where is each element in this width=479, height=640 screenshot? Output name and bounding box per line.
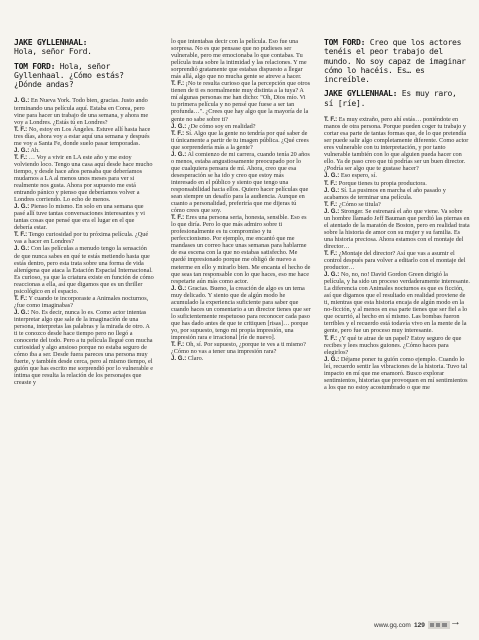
interview-paragraph	[14, 309, 154, 387]
interview-paragraph	[171, 214, 311, 284]
paragraph-text: lo que intentabas decir con la película. Eso fue una sorpresa. No es que pensase que no pudieses ser vulnerable, pero me emocionaba lo que contabas. Tu película trata sobre la intimidad y las relaciones. Y me sorprendió gratamente que estabas dispuesto a llegar más allá, algo que no mucha gente se atreve a hacer.	[171, 38, 307, 81]
speaker-initials: J. G.:	[324, 172, 340, 180]
interview-paragraph	[171, 130, 311, 151]
speaker-initials: T. F.:	[324, 249, 338, 257]
speaker-initials: J. G.:	[171, 284, 187, 292]
article-page	[14, 38, 472, 624]
next-page-arrow-icon: →	[450, 616, 461, 628]
footer-url: www.gq.com	[374, 622, 411, 629]
speaker-initials: T. F.:	[171, 214, 185, 222]
paragraph-text: ¿Y qué te atrae de un papel? Estoy seguro de que recibes y lees muchos guiones. ¿Cómo haces para elegirlos?	[324, 334, 462, 356]
interview-paragraph	[171, 151, 311, 214]
article-column-3	[324, 38, 470, 391]
speaker-line: Creo que los actores tenéis el peor trabajo del mundo. No soy capaz de imaginar cómo lo hacéis. Es… es increíble.	[324, 37, 466, 85]
speaker-initials: J. G.:	[171, 355, 187, 363]
speaker-initials: J. G.:	[324, 207, 340, 215]
interview-heading	[324, 38, 470, 84]
speaker-initials: T. F.:	[171, 129, 185, 137]
paragraph-text: Eres una persona seria, honesta, sensible. Eso es lo que diría. Pero lo que más admiro sobre ti profesionalmente es tu compromiso y tu perfeccionismo. Por ejemplo, me encantó que me mandases un correo hace unas semanas para hablarme de esa escena con la que no estabas satisfecho. Me quedé impresionado porque me obligó de nuevo a meterme en ello y mirarlo bien. Me encanta el hecho de que seas tan responsable con lo que haces, eso me hace respetarte aún más como actor.	[171, 214, 311, 285]
speaker-initials: T. F.:	[324, 334, 338, 342]
speaker-initials: T. F.:	[14, 231, 28, 239]
interview-paragraph	[324, 271, 470, 334]
paragraph-text: ¡No te resulta curioso que la percepción que otros tienen de ti es normalmente muy distinta a la tuya? A mí algunas personas me han dicho: "Oh, Dios mío. Vi tu primera película y no pensé que fuese a ser tan profunda…". ¿Crees que hay algo que la mayoría de la gente no sabe sobre ti?	[171, 80, 311, 123]
interview-paragraph	[171, 123, 311, 130]
speaker-line: Es muy raro, sí [ríe].	[324, 88, 457, 108]
interview-paragraph	[324, 356, 470, 391]
interview-heading	[14, 62, 154, 90]
speaker-initials: J. G.:	[14, 245, 30, 253]
paragraph-text: Tengo curiosidad por tu próxima película. ¿Qué vas a hacer en Londres?	[14, 231, 149, 246]
article-column-1	[14, 38, 154, 386]
interview-heading	[14, 38, 154, 57]
interview-heading	[324, 89, 470, 108]
interview-paragraph	[324, 250, 470, 271]
speaker-initials: J. G.:	[14, 146, 30, 154]
paragraph-text: Gracias. Bueno, la creación de algo es un tema muy delicado. Y siento que de algún modo he acumulado la experiencia suficiente para saber que cuando haces un comentario a un director tienes que ser lo suficientemente respetuoso para reconocer cada paso que has dado antes de que te critiquen [risas]… porque yo, por supuesto, tengo mi propia impresión, una impresión rara e irracional [ríe de nuevo].	[171, 284, 311, 341]
interview-paragraph	[171, 285, 311, 341]
article-column-2	[171, 38, 311, 362]
speaker-initials: J. G.:	[171, 150, 187, 158]
paragraph-text: Y cuando te incorporaste a Animales nocturnos, ¿fue como imaginabas?	[14, 294, 149, 309]
speaker-initials: T. F.:	[324, 200, 338, 208]
speaker-initials: J. G.:	[171, 122, 187, 130]
paragraph-text: Stronger. Se estrenará el año que viene. Va sobre un hombre llamado Jeff Bauman que perdió las piernas en el atentado de la maratón de Boston, pero en realidad trata sobre la historia de amor con su mujer y su familia. Es una historia preciosa. Ahora estamos con el montaje del director…	[324, 207, 470, 250]
speaker-initials: J. G.:	[324, 355, 340, 363]
paragraph-text: Con las películas a menudo tengo la sensación de que nunca sabes en qué te estás metiendo hasta que estás dentro, pero esta trata sobre una forma de vida alienígena que ataca la Estación Espacial Internacional. Es curioso, ya que la criatura existe en función de cómo reaccionas a ella, así que digamos que es un thriller psicológico en el espacio.	[14, 245, 154, 295]
paragraph-text: En Nueva York. Todo bien, gracias. Justo ando terminando una película aquí. Estaba en Corea, pero vine para hacer un trabajo de una semana, y ahora me voy a Londres. ¿Estás tú en Londres?	[14, 97, 149, 126]
paragraph-text: Eso espero, sí.	[339, 172, 377, 180]
paragraph-text: ¿Cómo se titula?	[337, 200, 381, 208]
interview-paragraph	[14, 154, 154, 203]
paragraph-text: Es muy extraño, pero ahí estás… poniéndote en manos de otra persona. Porque pueden coger tu trabajo y cortar esa parte de tantas formas que, de lo que pretendía ser puede salir algo completamente diferente. Como actor eres vulnerable con tu interpretación, y por tanto vulnerable también con lo que alguien pueda hacer con ello. Ya de paso creo que tú podrías ser un buen director. ¿Podría ser algo que te gustase hacer?	[324, 116, 469, 173]
paragraph-text: Sí. La pusimos en marcha el año pasado y acabamos de terminar una película.	[324, 186, 446, 201]
speaker-line: Hola, señor Ford.	[14, 46, 92, 57]
interview-paragraph	[171, 80, 311, 122]
paragraph-text: No. Es decir, nunca lo es. Como actor intentas interpretar algo que sale de la imaginación de una persona, interpretas las palabras y la mirada de otro. A ti te conozco desde hace tiempo pero no llegó a conocerte del todo. Pero a tu película llegué con mucha curiosidad y algo ansioso porque no estaba seguro de cómo iba a ser. Desde fuera pareces una persona muy fuerte, y también desde cerca, pero al mismo tiempo, el guión que has escrito me sorprendió por lo vulnerable e íntima que resulta la relación de los personajes que creaste y	[14, 308, 154, 387]
paragraph-text: No, estoy en Los Ángeles. Estuve allí hasta hace tres días, ahora voy a estar aquí una semana y después me voy a Santa Fe, donde suelo pasar temporadas.	[14, 125, 151, 147]
paragraph-text: Ah.	[29, 146, 40, 154]
interview-paragraph	[14, 97, 154, 125]
paragraph-text: Déjame poner tu guión como ejemplo. Cuando lo leí, recuerdo sentir las vibraciones de la historia. Tuvo tal impacto en mí que me enamoró. Busco explorar sentimientos, historias que provoquen en mí sentimientos a los que no estoy acostumbrado o que me	[324, 355, 468, 391]
speaker-line: Hola, señor Gyllenhaal. ¿Cómo estás? ¿Dónde andas?	[14, 60, 124, 90]
paragraph-text: Oh, sí. Por supuesto, ¿porque te ves a ti mismo? ¿Cómo no vas a tener una impresión rara?	[171, 341, 306, 356]
interview-paragraph	[324, 172, 470, 179]
paragraph-text: Al comienzo de mi carrera, cuando tenía 20 años o menos, estaba angustiosamente preocupado por lo que cualquiera pensara de mí. Ahora, creo que esa desesperación se ha ido y creo que estoy más interesado en el público y siento que tengo una responsabilidad hacia ellos. Quiero hacer películas que sean siempre un desafío para la audiencia. Aunque en cuanto a personalidad, preferiría que me dijeras tú cómo crees que soy.	[171, 150, 310, 215]
interview-paragraph	[14, 295, 154, 309]
interview-paragraph	[14, 231, 154, 245]
speaker-initials: T. F.:	[14, 294, 28, 302]
paragraph-text: Porque tienes tu propia productora.	[337, 179, 427, 187]
speaker-name: JAKE GYLLENHAAL:	[14, 37, 88, 47]
interview-paragraph	[324, 335, 470, 356]
speaker-initials: T. F.:	[14, 153, 28, 161]
interview-paragraph	[14, 126, 154, 147]
interview-paragraph	[171, 38, 311, 80]
paragraph-text: Sí. Algo que la gente no tendría por qué saber de ti únicamente a partir de tu imagen pública. ¿Qué crees que sorprendería más a la gente?	[171, 129, 309, 151]
interview-paragraph	[171, 341, 311, 355]
interview-paragraph	[14, 245, 154, 294]
paragraph-text: No, no, no! David Gordon Green dirigió la película, y ha sido un proceso verdaderamente interesante. La diferencia con Animales nocturnos es que es ficción, así que digamos que el resultado en realidad proviene de ti, mientras que esta historia encaja de algún modo en la no-ficción, y al menos en esa parte tienes que ser fiel a lo que ocurrió, al hecho en sí mismo. Las bombas fueron terribles y el recuerdo está todavía vivo en la mente de la gente, pero fue un proceso muy interesante.	[324, 271, 470, 335]
interview-paragraph	[14, 203, 154, 231]
paragraph-text: … Voy a vivir en LA este año y me estoy volviendo loco. Tengo una casa aquí desde hace mucho tiempo, y desde hace años pensaba que deberíamos mudarnos a LA al menos unos meses para ver si realmente nos gusta. Ahora por supuesto me está entrando pánico y pienso que deberíamos volver a Londres corriendo. Lo echo de menos.	[14, 153, 153, 204]
speaker-initials: J. G.:	[324, 271, 340, 279]
paragraph-text: Claro.	[186, 355, 204, 363]
speaker-name: JAKE GYLLENHAAL:	[324, 88, 398, 99]
speaker-initials: J. G.:	[14, 308, 30, 316]
speaker-initials: J. G.:	[324, 186, 340, 194]
paragraph-text: ¿De cómo soy en realidad?	[186, 122, 256, 130]
speaker-initials: T. F.:	[14, 125, 28, 133]
interview-paragraph	[324, 116, 470, 172]
interview-paragraph	[14, 147, 154, 154]
interview-paragraph	[324, 208, 470, 250]
interview-paragraph	[171, 355, 311, 362]
paragraph-text: Pienso lo mismo. En solo en una semana que pasé allí tuve tantas conversaciones interesantes y vi tantas cosas que pensé que era el lugar en el que debería estar.	[14, 203, 146, 232]
speaker-initials: J. G.:	[14, 203, 30, 211]
interview-paragraph	[324, 180, 470, 187]
magazine-logo-icon	[428, 621, 450, 629]
speaker-initials: T. F.:	[171, 341, 185, 349]
page-number: 129	[414, 622, 425, 629]
interview-paragraph	[324, 187, 470, 201]
speaker-name: TOM FORD:	[14, 60, 56, 71]
speaker-initials: T. F.:	[324, 116, 338, 124]
speaker-initials: T. F.:	[324, 179, 338, 187]
interview-paragraph	[324, 201, 470, 208]
page-footer	[322, 616, 472, 633]
paragraph-text: ¿Montaje del director? Así que vas a asumir el control después para volver a editarlo con el montaje del productor…	[324, 249, 466, 272]
speaker-name: TOM FORD:	[324, 37, 366, 47]
speaker-initials: T. F.:	[171, 80, 185, 88]
speaker-initials: J. G.:	[14, 97, 30, 105]
